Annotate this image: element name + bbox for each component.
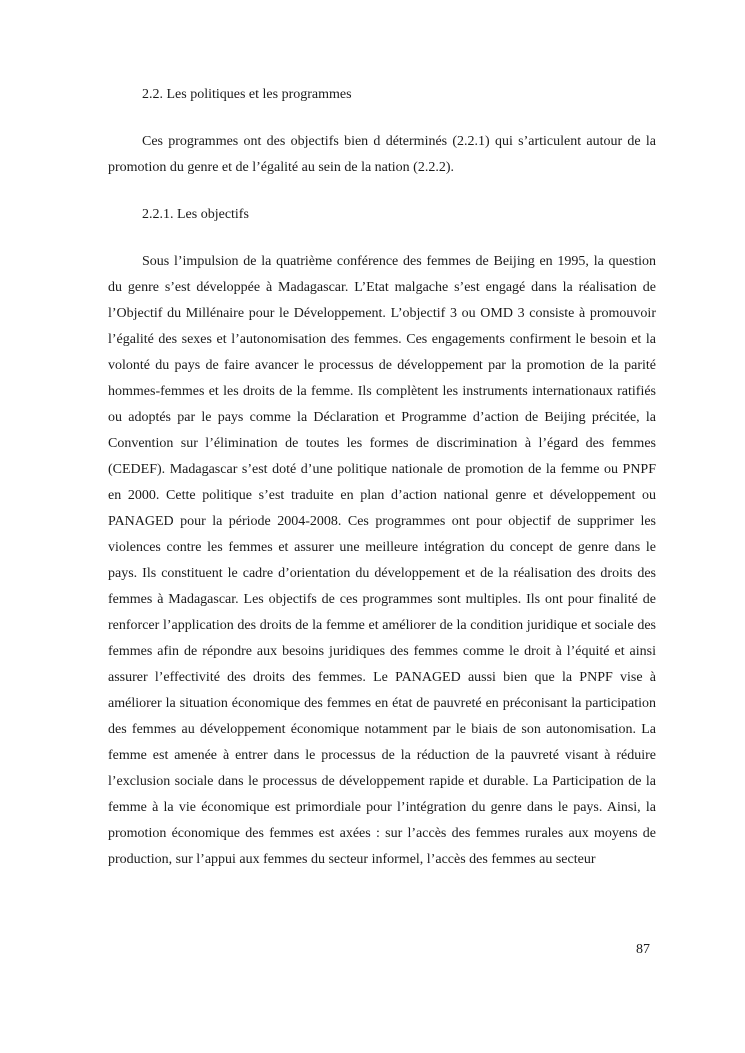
spacer: [108, 181, 656, 202]
section-intro-paragraph: Ces programmes ont des objectifs bien d déterminés (2.2.1) qui s’articulent autour de la promotion du genre et de l’égalité au sein de la nation (2.2.2).: [108, 134, 656, 175]
subsection-heading: 2.2.1. Les objectifs: [142, 207, 249, 222]
page-number: 87: [636, 942, 650, 957]
section-heading: 2.2. Les politiques et les programmes: [142, 87, 352, 102]
body-paragraph: Sous l’impulsion de la quatrième conférence des femmes de Beijing en 1995, la question du genre s’est développée à Madagascar. L’Etat malgache s’est engagé dans la réalisation de l’Objectif du Millénaire pour le Développement. L’objectif 3 ou OMD 3 consiste à promouvoir l’égalité des sexes et l’autonomisation des femmes. Ces engagements confirment le besoin et la volonté du pays de faire avancer le processus de développement par la promotion de la parité hommes-femmes et les droits de la femme. Ils complètent les instruments internationaux ratifiés ou adoptés par le pays comme la Déclaration et Programme d’action de Beijing précitée, la Convention sur l’élimination de toutes les formes de discrimination à l’égard des femmes (CEDEF). Madagascar s’est doté d’une politique nationale de promotion de la femme ou PNPF en 2000. Cette politique s’est traduite en plan d’action national genre et développement ou PANAGED pour la période 2004-2008. Ces programmes ont pour objectif de supprimer les violences contre les femmes et assurer une meilleure intégration du concept de genre dans le pays. Ils constituent le cadre d’orientation du développement et de la réalisation des droits des femmes à Madagascar. Les objectifs de ces programmes sont multiples. Ils ont pour finalité de renforcer l’application des droits de la femme et améliorer de la condition juridique et sociale des femmes afin de répondre aux besoins juridiques des femmes comme le droit à l’équité et ainsi assurer l’effectivité des droits des femmes. Le PANAGED aussi bien que la PNPF vise à améliorer la situation économique des femmes en état de pauvreté en préconisant la participation des femmes au développement économique notamment par le biais de son autonomisation. La femme est amenée à entrer dans le processus de la réduction de la pauvreté visant à réduire l’exclusion sociale dans le processus de développement rapide et durable. La Participation de la femme à la vie économique est primordiale pour l’intégration du genre dans le pays. Ainsi, la promotion économique des femmes est axées : sur l’accès des femmes rurales aux moyens de production, sur l’appui aux femmes du secteur informel, l’accès des femmes au secteur: [108, 254, 656, 867]
spacer: [108, 108, 656, 129]
page-content: [108, 82, 656, 873]
spacer: [108, 228, 656, 249]
